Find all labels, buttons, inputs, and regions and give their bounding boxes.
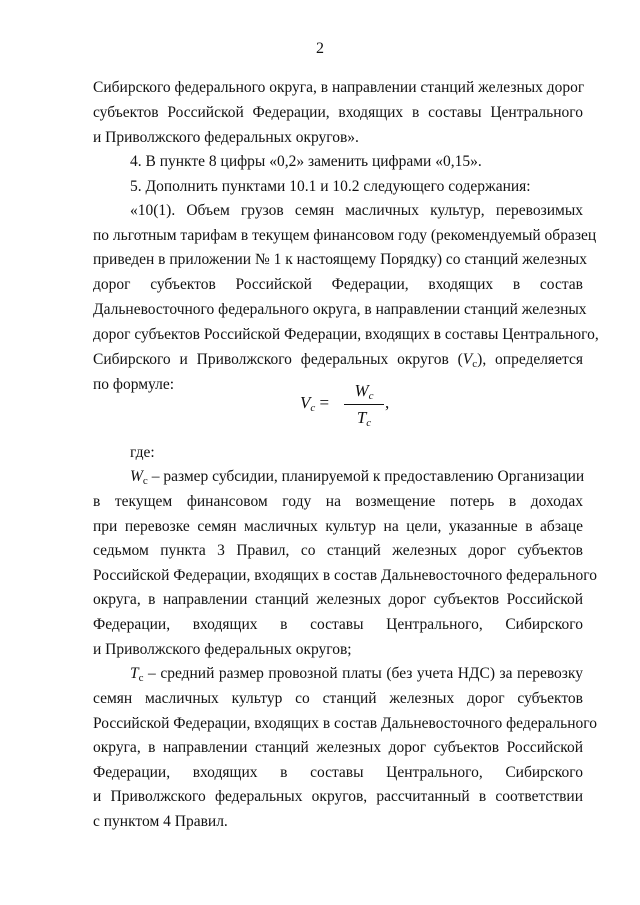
text-fragment: ), определяется xyxy=(477,351,584,368)
math-symbol: W xyxy=(354,381,369,400)
text-fragment: – размер субсидии, планируемой к предоставлению Организации xyxy=(147,468,585,485)
text-line: 5. Дополнить пунктами 10.1 и 10.2 следующего содержания: xyxy=(130,178,531,195)
text-line: и Приволжского федеральных округов; xyxy=(93,641,352,658)
math-subscript: c xyxy=(472,358,478,370)
formula-comma: , xyxy=(385,393,390,412)
page-number: 2 xyxy=(316,40,324,57)
fraction-denominator xyxy=(344,407,384,429)
text-line: приведен в приложении № 1 к настоящему Порядку) со станций железных xyxy=(93,251,587,268)
text-line: 4. В пункте 8 цифры «0,2» заменить цифрами «0,15». xyxy=(130,153,482,170)
text-line: и Приволжского федеральных округов». xyxy=(93,129,359,146)
text-line: Федерации, входящих в составы Центрального, Сибирского xyxy=(93,764,583,781)
math-symbol: T xyxy=(130,665,139,682)
text-fragment: – средний размер провозной платы (без учета НДС) за перевозку xyxy=(143,665,583,682)
text-line: при перевозке семян масличных культур на цели, указанные в абзаце xyxy=(93,518,583,535)
text-line: Сибирского федерального округа, в направлении станций железных дорог xyxy=(93,79,585,96)
text-line: Федерации, входящих в составы Центрального, Сибирского xyxy=(93,616,583,633)
fraction-numerator xyxy=(344,380,384,402)
text-line: субъектов Российской Федерации, входящих в составы Центрального xyxy=(93,104,583,121)
where-label: где: xyxy=(130,444,155,461)
fraction-bar xyxy=(344,404,384,405)
formula-fraction xyxy=(344,380,384,429)
text-line: семян масличных культур со станций железных дорог субъектов xyxy=(93,690,583,707)
text-line: седьмом пункта 3 Правил, со станций железных дорог субъектов xyxy=(93,542,583,559)
text-line: Российской Федерации, входящих в состав Дальневосточного федерального xyxy=(93,715,597,732)
text-line: Дальневосточного федерального округа, в направлении станций железных xyxy=(93,301,587,318)
text-line: в текущем финансовом году на возмещение потерь в доходах xyxy=(93,493,583,510)
definition-tc-first xyxy=(130,664,583,684)
text-line: по льготным тарифам в текущем финансовом году (рекомендуемый образец xyxy=(93,227,597,244)
definition-wc-first xyxy=(130,467,583,487)
math-subscript: c xyxy=(368,390,374,402)
text-line: округа, в направлении станций железных дорог субъектов Российской xyxy=(93,591,583,608)
formula-lhs xyxy=(300,393,329,414)
math-symbol: V xyxy=(300,393,311,412)
text-line: с пунктом 4 Правил. xyxy=(93,813,228,830)
text-fragment: Сибирского и Приволжского федеральных округов ( xyxy=(93,351,463,368)
text-line: дорог субъектов Российской Федерации, входящих в состав xyxy=(93,276,583,293)
math-subscript: c xyxy=(366,417,372,429)
text-line: «10(1). Объем грузов семян масличных культур, перевозимых xyxy=(130,202,583,219)
text-line-vc xyxy=(93,350,583,370)
text-line: дорог субъектов Российской Федерации, входящих в составы Центрального, xyxy=(93,326,599,343)
text-line: округа, в направлении станций железных дорог субъектов Российской xyxy=(93,739,583,756)
equals-sign: = xyxy=(319,393,330,412)
math-subscript: c xyxy=(310,402,316,414)
math-subscript: c xyxy=(138,672,144,684)
math-subscript: c xyxy=(142,475,148,487)
text-line-formula-intro: по формуле: xyxy=(93,376,175,393)
math-symbol: T xyxy=(356,408,367,427)
math-symbol: W xyxy=(130,468,143,485)
text-line: и Приволжского федеральных округов, рассчитанный в соответствии xyxy=(93,788,583,805)
text-line: Российской Федерации, входящих в состав Дальневосточного федерального xyxy=(93,567,597,584)
math-symbol: V xyxy=(462,351,473,368)
